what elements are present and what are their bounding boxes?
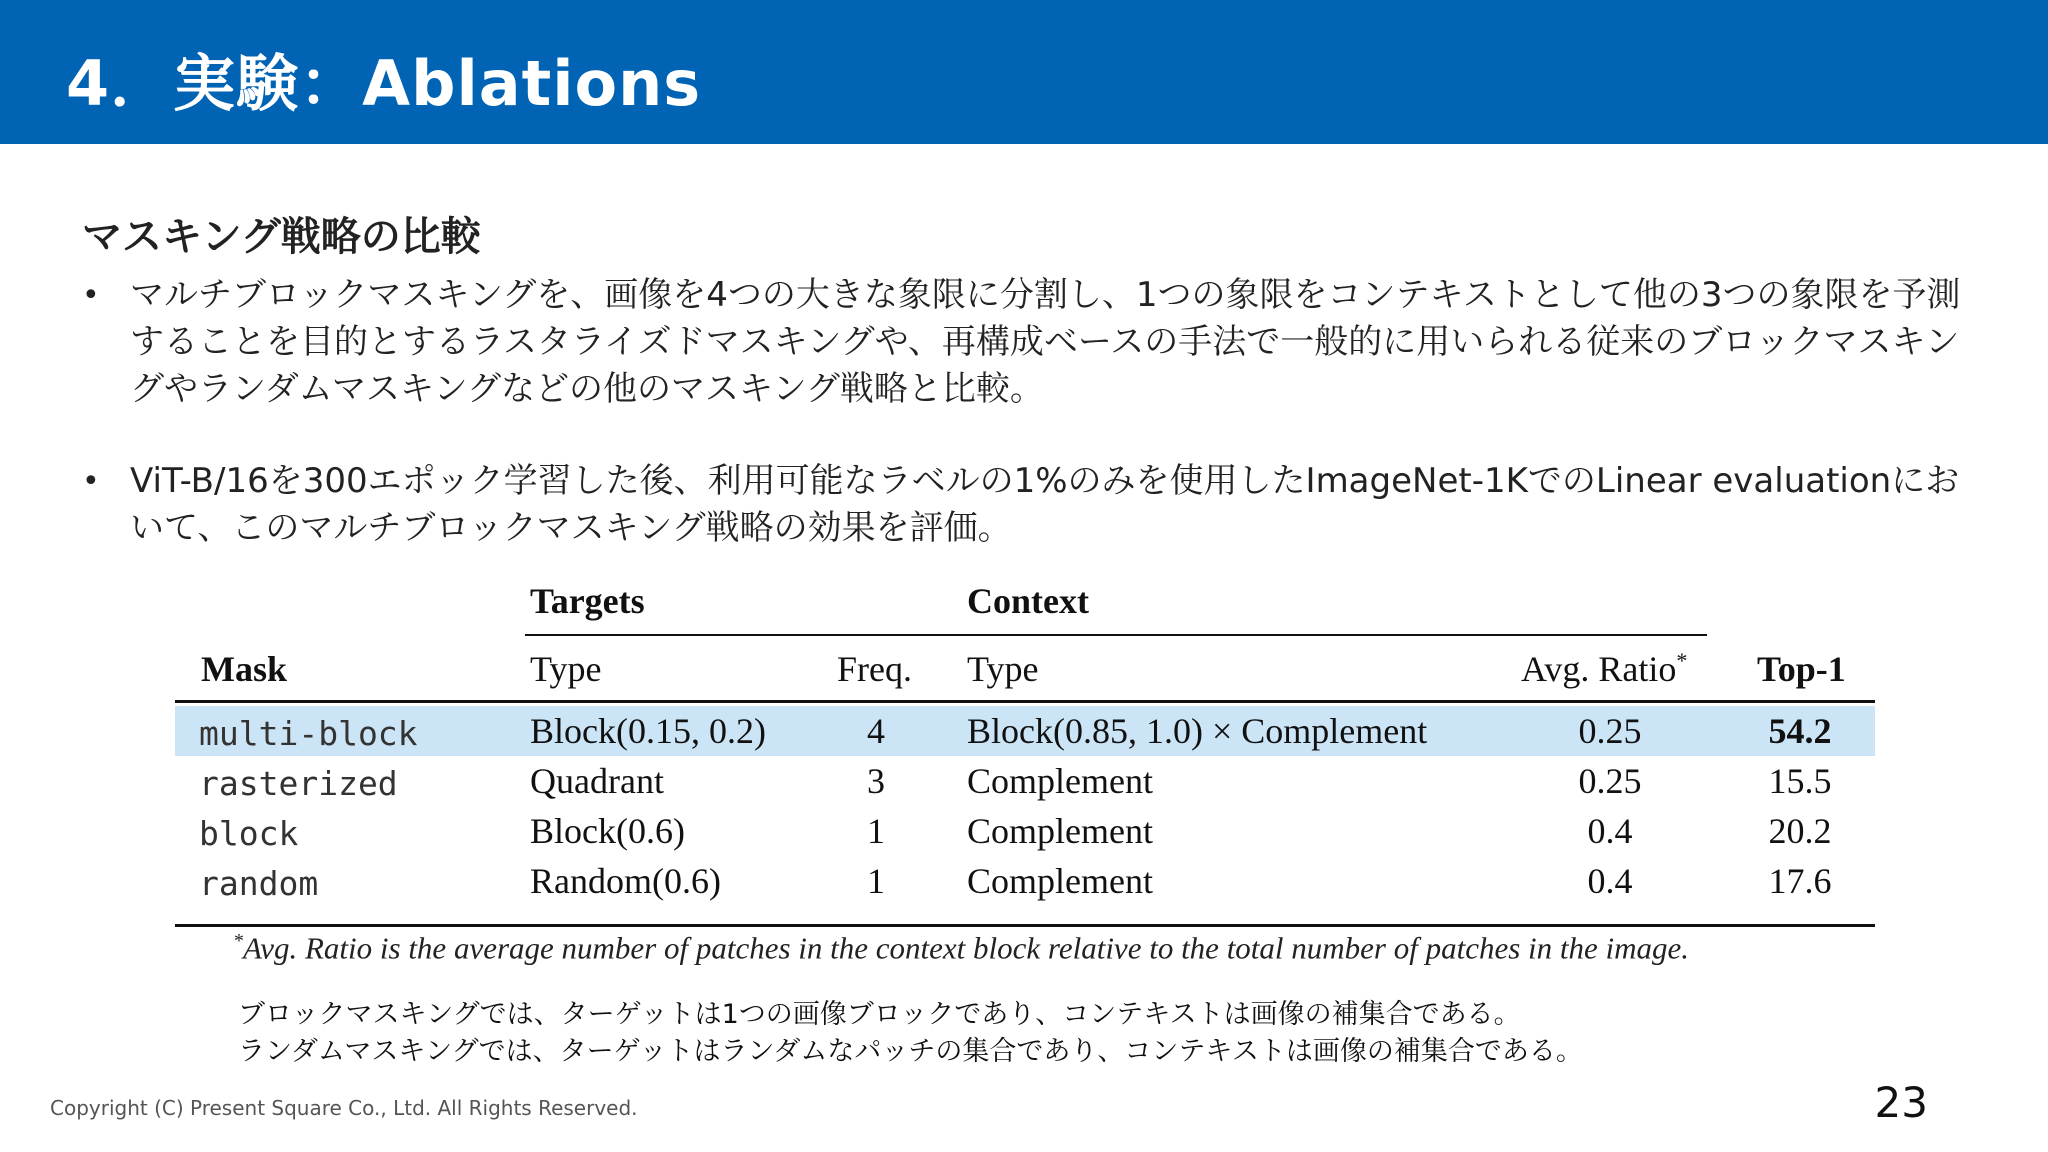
cell-avg-ratio: 0.25: [1578, 711, 1642, 751]
cell-target-type: Block(0.6): [530, 811, 685, 851]
slide-title: 4．実験：Ablations: [66, 47, 702, 120]
context-group-header: Context: [967, 581, 1089, 621]
avg-ratio-footnote-mark: *: [1676, 648, 1688, 673]
cell-context-type: Complement: [967, 761, 1153, 801]
cell-context-type: Block(0.85, 1.0) × Complement: [967, 711, 1428, 751]
cell-target-type: Quadrant: [530, 761, 664, 801]
masking-results-table: [175, 570, 1875, 1030]
bullet-dot-icon: •: [82, 464, 100, 499]
col-header-mask: Mask: [201, 649, 288, 689]
cell-freq: 3: [867, 761, 885, 801]
col-header-top1: Top-1: [1757, 649, 1846, 689]
cell-target-type: Random(0.6): [530, 861, 721, 901]
bullet-item: [80, 458, 1980, 552]
bullet-text: マルチブロックマスキングを、画像を4つの大きな象限に分割し、1つの象限をコンテキストとして他の3つの象限を予測することを目的とするラスタライズドマスキングや、再構成ベースの手法で一般的に用いられる従来のブロックマスキングやランダムマスキングなどの他のマスキング戦略と比較。: [130, 275, 1961, 409]
cell-freq: 4: [867, 711, 885, 751]
table-row: [175, 806, 1875, 856]
cell-top1: 17.6: [1768, 861, 1832, 901]
bullet-dot-icon: •: [82, 278, 100, 313]
header-bottom-rule: [175, 700, 1875, 703]
cell-avg-ratio: 0.4: [1587, 811, 1633, 851]
bullet-list: [80, 272, 1980, 552]
targets-group-header: Targets: [530, 581, 645, 621]
table-bottom-rule: [175, 924, 1875, 927]
notes: [238, 996, 1583, 1070]
cell-target-type: Block(0.15, 0.2): [530, 711, 766, 751]
cell-freq: 1: [867, 811, 885, 851]
table-row: [175, 706, 1875, 756]
cell-freq: 1: [867, 861, 885, 901]
cell-context-type: Complement: [967, 811, 1153, 851]
table-row: [175, 856, 1875, 906]
col-header-context-type: Type: [967, 649, 1039, 689]
col-header-avg-ratio: Avg. Ratio*: [1521, 648, 1688, 689]
cell-mask: multi-block: [199, 714, 418, 753]
col-header-target-type: Type: [530, 649, 602, 689]
cell-mask: random: [199, 864, 319, 903]
cell-mask: rasterized: [199, 764, 398, 803]
table-footnote: *Avg. Ratio is the average number of patches in the context block relative to the total number of patches in the image.: [233, 930, 1690, 966]
note-line: ランダムマスキングでは、ターゲットはランダムなパッチの集合であり、コンテキストは画像の補集合である。: [238, 1036, 1583, 1067]
context-group-rule: [962, 634, 1707, 636]
footnote-mark: *: [233, 930, 243, 952]
slide-header: [0, 0, 2048, 144]
cell-top1: 15.5: [1768, 761, 1832, 801]
cell-top1: 20.2: [1768, 811, 1832, 851]
table-row: [175, 756, 1875, 806]
bullet-text: ViT-B/16を300エポック学習した後、利用可能なラベルの1%のみを使用したImageNet-1KでのLinear evaluationにおいて、このマルチブロックマスキング戦略の効果を評価。: [130, 461, 1960, 548]
cell-avg-ratio: 0.25: [1578, 761, 1642, 801]
section-title: マスキング戦略の比較: [82, 214, 481, 260]
page-number: 23: [1874, 1078, 1928, 1127]
bullet-item: [80, 272, 1980, 413]
col-header-freq: Freq.: [837, 649, 912, 689]
note-line: ブロックマスキングでは、ターゲットは1つの画像ブロックであり、コンテキストは画像の補集合である。: [238, 999, 1521, 1030]
cell-top1: 54.2: [1768, 711, 1832, 751]
cell-mask: block: [199, 814, 299, 853]
cell-avg-ratio: 0.4: [1587, 861, 1633, 901]
cell-context-type: Complement: [967, 861, 1153, 901]
copyright-text: Copyright (C) Present Square Co., Ltd. All Rights Reserved.: [50, 1096, 638, 1120]
